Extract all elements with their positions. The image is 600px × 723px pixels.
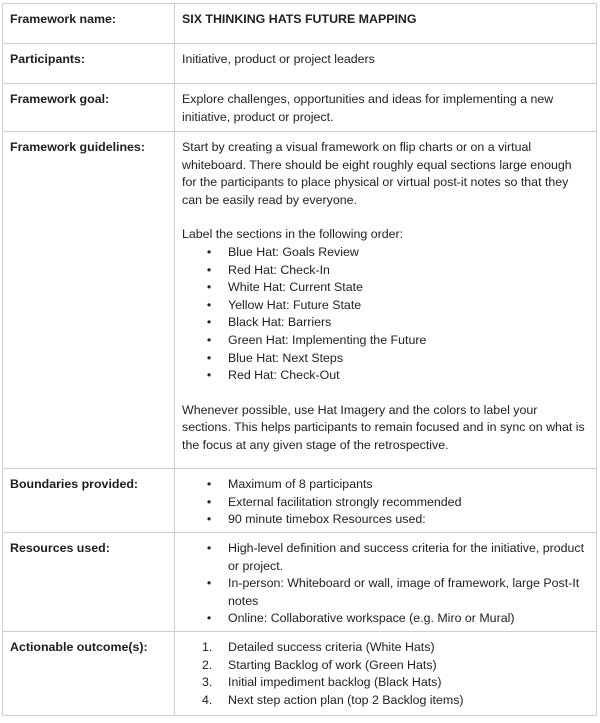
row-framework-guidelines bbox=[3, 132, 597, 469]
guidelines-order-intro: Label the sections in the following order: bbox=[182, 227, 404, 242]
actionable-outcomes-label: Actionable outcome(s): bbox=[3, 632, 175, 716]
framework-name-value: SIX THINKING HATS FUTURE MAPPING bbox=[175, 4, 597, 44]
list-item: • Blue Hat: Next Steps bbox=[182, 350, 586, 368]
list-item: • In-person: Whiteboard or wall, image of framework, large Post-It notes bbox=[182, 575, 586, 610]
list-item: 4. Next step action plan (top 2 Backlog items) bbox=[202, 692, 464, 707]
framework-guidelines-label: Framework guidelines: bbox=[3, 132, 175, 469]
framework-goal-value: Explore challenges, opportunities and ideas for implementing a new initiative, product or project. bbox=[175, 84, 597, 132]
bullet-icon: • bbox=[206, 280, 212, 295]
bullet-icon: • bbox=[206, 315, 212, 330]
framework-goal-label: Framework goal: bbox=[3, 84, 175, 132]
bullet-icon: • bbox=[206, 368, 212, 383]
list-item: • Online: Collaborative workspace (e.g. Miro or Mural) bbox=[182, 610, 586, 628]
row-participants bbox=[3, 44, 597, 84]
actionable-outcomes-value bbox=[175, 632, 597, 716]
row-resources bbox=[3, 533, 597, 632]
list-item: • High-level definition and success criteria for the initiative, product or project. bbox=[182, 540, 586, 575]
list-item: • Red Hat: Check-In bbox=[182, 262, 586, 280]
participants-value: Initiative, product or project leaders bbox=[175, 44, 597, 84]
list-item: • Black Hat: Barriers bbox=[182, 314, 586, 332]
bullet-icon: • bbox=[206, 494, 212, 509]
bullet-icon: • bbox=[206, 512, 212, 527]
row-framework-goal bbox=[3, 84, 597, 132]
list-item: 1. Detailed success criteria (White Hats) bbox=[202, 640, 435, 654]
list-item: • Maximum of 8 participants bbox=[182, 476, 586, 494]
framework-guidelines-value bbox=[175, 132, 597, 469]
framework-name-label: Framework name: bbox=[3, 4, 175, 44]
list-item: • Red Hat: Check-Out bbox=[182, 367, 586, 385]
resources-value bbox=[175, 533, 597, 632]
row-boundaries bbox=[3, 469, 597, 533]
outcomes-list bbox=[182, 639, 586, 709]
boundaries-value bbox=[175, 469, 597, 533]
row-framework-name bbox=[3, 4, 597, 44]
bullet-icon: • bbox=[206, 611, 212, 626]
list-item: 3. Initial impediment backlog (Black Hats) bbox=[202, 675, 442, 690]
bullet-icon: • bbox=[206, 477, 212, 491]
bullet-icon: • bbox=[206, 244, 212, 259]
list-item: • White Hat: Current State bbox=[182, 279, 586, 297]
guidelines-closing: Whenever possible, use Hat Imagery and the colors to label your sections. This helps participants to remain focused and in sync on what is the focus at any given stage of the retrospective. bbox=[182, 402, 585, 452]
section-order-list bbox=[182, 244, 586, 385]
bullet-icon: • bbox=[206, 262, 212, 277]
participants-label: Participants: bbox=[3, 44, 175, 84]
bullet-icon: • bbox=[206, 332, 212, 347]
list-item: • External facilitation strongly recommended bbox=[182, 494, 586, 512]
row-actionable-outcomes bbox=[3, 632, 597, 716]
list-item: • 90 minute timebox Resources used: bbox=[182, 511, 586, 529]
framework-table bbox=[2, 3, 597, 716]
bullet-icon: • bbox=[206, 297, 212, 312]
bullet-icon: • bbox=[206, 350, 212, 365]
resources-label: Resources used: bbox=[3, 533, 175, 632]
guidelines-intro: Start by creating a visual framework on flip charts or on a virtual whiteboard. There should be eight roughly equal sections large enough for the participants to place physical or virtual post-it notes so that they can be easily read by everyone. bbox=[182, 140, 572, 207]
list-item: 2. Starting Backlog of work (Green Hats) bbox=[202, 657, 437, 672]
boundaries-list bbox=[182, 476, 586, 529]
boundaries-label: Boundaries provided: bbox=[3, 469, 175, 533]
bullet-icon: • bbox=[206, 541, 212, 555]
list-item: • Yellow Hat: Future State bbox=[182, 297, 586, 315]
list-item: • Blue Hat: Goals Review bbox=[182, 244, 586, 262]
list-item: • Green Hat: Implementing the Future bbox=[182, 332, 586, 350]
resources-list bbox=[182, 540, 586, 628]
bullet-icon: • bbox=[206, 576, 212, 591]
